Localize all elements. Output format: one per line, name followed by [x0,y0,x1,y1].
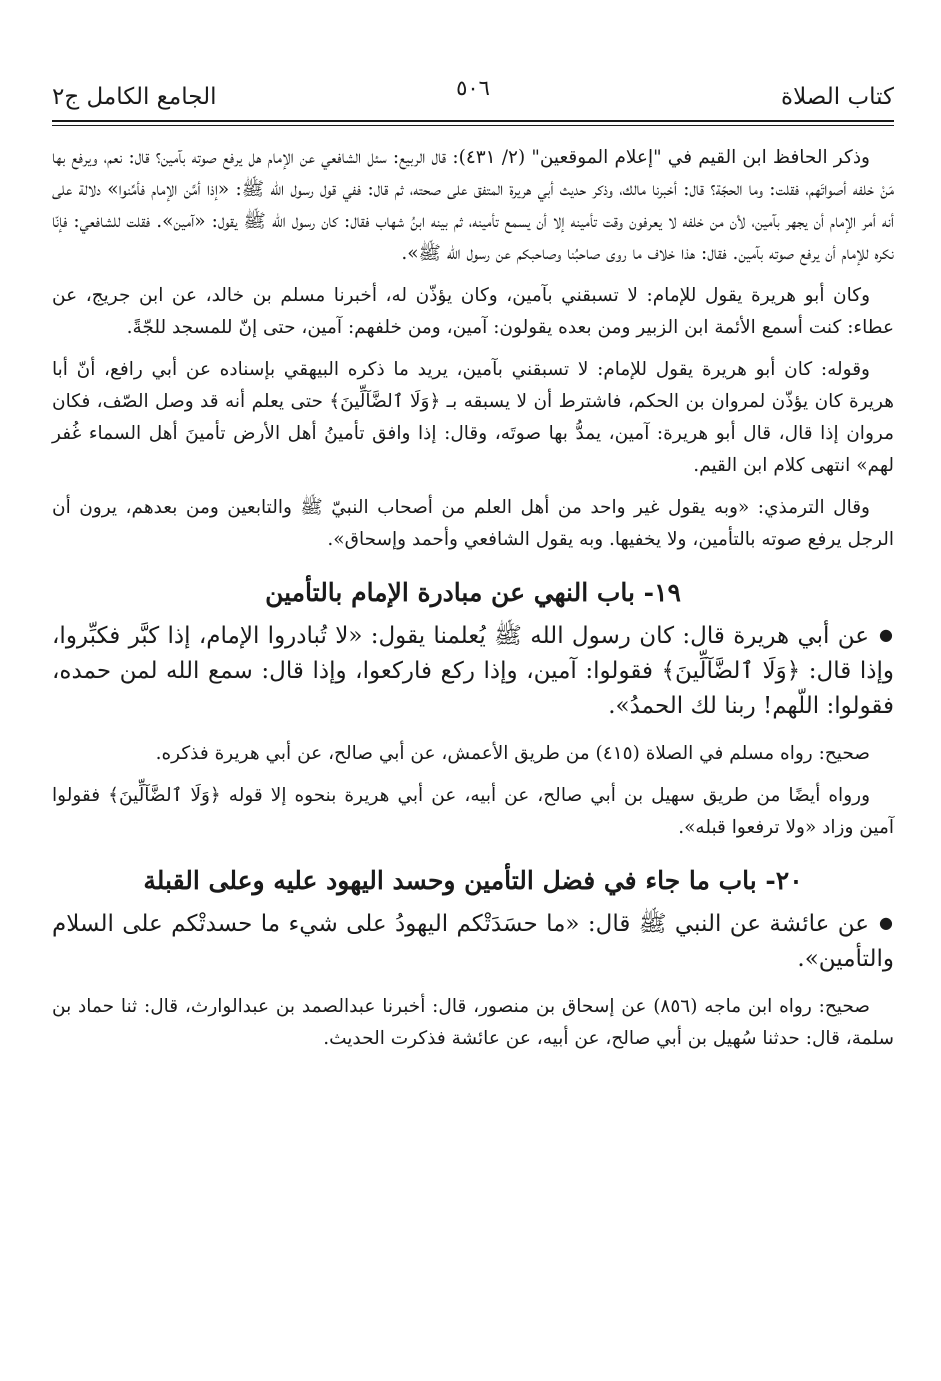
header-rule-thin [52,125,894,126]
takhrij-paragraph: صحيح: رواه ابن ماجه (٨٥٦) عن إسحاق بن منصور، قال: أخبرنا عبدالصمد بن عبدالوارث، قال: ثنا حماد بن سلمة، قال: حدثنا سُهيل بن أبي صالح، عن أبيه، عن عائشة فذكرت الحديث. [52,996,894,1049]
book-page [52,72,894,1055]
commentary-paragraph: وقال الترمذي: «وبه يقول غير واحد من أهل العلم من أصحاب النبيّ ﷺ والتابعين ومن بعدهم، يرون أن الرجل يرفع صوته بالتأمين، ولا يخفيها. وبه يقول الشافعي وأحمد وإسحاق». [52,497,894,550]
chapter-heading-19: ١٩- باب النهي عن مبادرة الإمام بالتأمين [265,578,681,607]
commentary-paragraph: وذكر الحافظ ابن القيم في "إعلام الموقعين" (٢/ ٤٣١): قال الربيع: سئل الشافعي عن الإمام هل يرفع صوته بآمين؟ قال: نعم، ويرفع بها مَنْ خلفه أصواتَهم، فقلت: وما الحجّة؟ قال: أخبرنا مالك، وذكر حديث أبي هريرة المتفق على صحته، ثم قال: ففي قول رسول الله ﷺ: «إذا أمَّن الإمام فأمِّنوا» دلالة على أنه أمر الإمام أن يجهر بآمين، لأن من خلفه لا يعرفون وقت تأمينه إلا أن يسمع تأمينه، ثم بينه ابنُ شهاب فقال: كان رسول الله ﷺ يقول: «آمين». فقلت للشافعي: فإنّا نكره للإمام أن يرفع صوته بآمين. فقال: هذا خلاف ما روى صاحبُنا وصاحبكم عن رسول الله ﷺ». [52,147,894,264]
page-number: ٥٠٦ [456,76,490,100]
page-header [52,72,894,120]
header-volume-title: الجامع الكامل ج٢ [52,84,217,110]
chapter-heading-20: ٢٠- باب ما جاء في فضل التأمين وحسد اليهود عليه وعلى القبلة [143,866,803,895]
commentary-paragraph: وقوله: كان أبو هريرة يقول للإمام: لا تسبقني بآمين، يريد ما ذكره البيهقي بإسناده عن أبي رافع، أنّ أبا هريرة كان يؤذّن لمروان بن الحكم، فاشترط أن لا يسبقه بـ ﴿وَلَا ٱلضَّآلِّينَ﴾ حتى يعلم أنه قد وصل الصّف، فكان مروان إذا قال، قال أبو هريرة: آمين، يمدُّ بها صوتَه، وقال: إذا وافق تأمينُ أهل الأرض تأمينَ أهل السماء غُفر لهم» انتهى كلام ابن القيم. [52,359,894,476]
takhrij-paragraph: ورواه أيضًا من طريق سهيل بن أبي صالح، عن أبيه، عن أبي هريرة بنحوه إلا قوله ﴿وَلَا ٱلضَّآلِّينَ﴾ فقولوا آمين وزاد «ولا ترفعوا قبله». [52,785,894,838]
bullet-icon: ● [878,913,894,932]
hadith-body: عن عائشة عن النبي ﷺ قال: «ما حسَدَتْكم اليهودُ على شيء ما حسدتْكم على السلام والتأمين». [52,911,894,972]
commentary-paragraph: وكان أبو هريرة يقول للإمام: لا تسبقني بآمين، وكان يؤذّن له، أخبرنا مسلم بن خالد، عن ابن جريج، عن عطاء: كنت أسمع الأئمة ابن الزبير ومن بعده يقولون: آمين، ومن خلفهم: آمين، حتى إنّ للمسجد للجّةً. [52,285,894,338]
takhrij-paragraph: صحيح: رواه مسلم في الصلاة (٤١٥) من طريق الأعمش، عن أبي صالح، عن أبي هريرة فذكره. [155,743,870,764]
hadith-text-19 [52,617,894,724]
header-rule-thick [52,120,894,122]
header-book-title: كتاب الصلاة [781,84,894,110]
hadith-text-20 [52,905,894,977]
bullet-icon: ● [879,625,894,644]
hadith-body: عن أبي هريرة قال: كان رسول الله ﷺ يُعلمنا يقول: «لا تُبادروا الإمام، إذا كبَّر فكبِّروا، وإذا قال: ﴿وَلَا ٱلضَّآلِّينَ﴾ فقولوا: آمين، وإذا ركع فاركعوا، وإذا قال: سمع الله لمن حمده، فقولوا: اللّهم! ربنا لك الحمدُ». [52,623,894,719]
